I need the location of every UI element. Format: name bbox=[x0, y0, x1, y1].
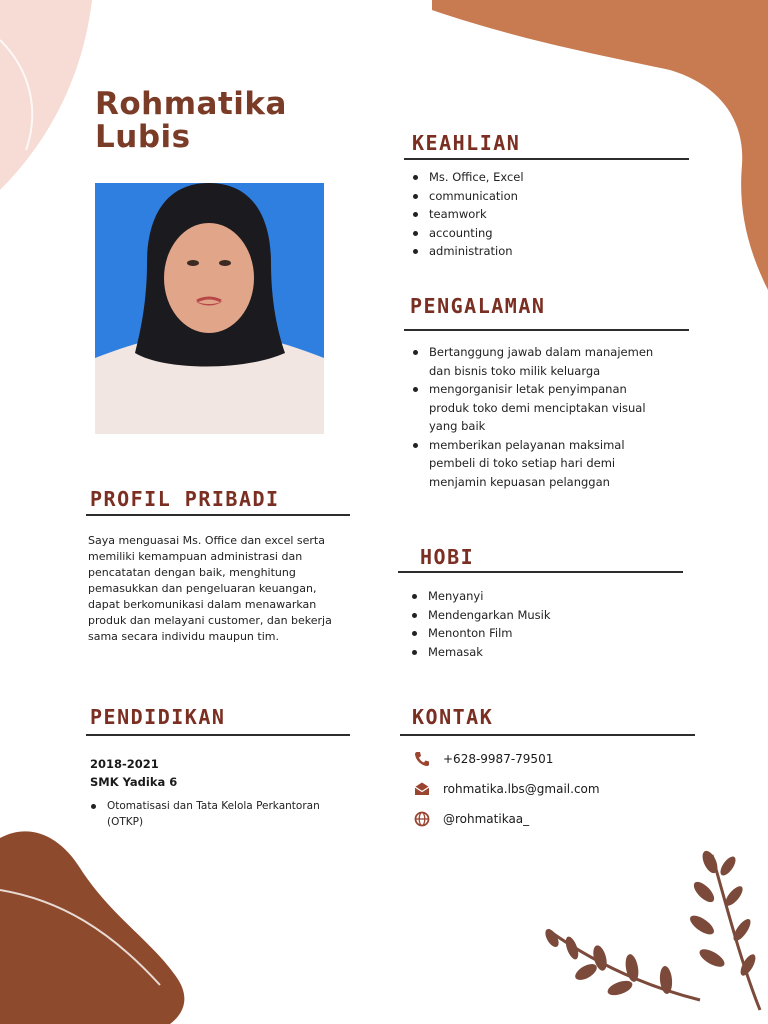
list-item: Ms. Office, Excel bbox=[410, 168, 670, 187]
phone-number: +628-9987-79501 bbox=[443, 752, 554, 766]
list-item: Otomatisasi dan Tata Kelola Perkantoran (OTKP) bbox=[88, 798, 356, 830]
globe-icon bbox=[413, 810, 431, 828]
profil-divider bbox=[86, 514, 350, 516]
top-left-pink-blob bbox=[0, 0, 92, 190]
experience-list bbox=[410, 343, 655, 491]
mail-icon bbox=[413, 780, 431, 798]
contact-phone[interactable] bbox=[413, 748, 553, 770]
leaf-sprig-right bbox=[687, 849, 760, 1010]
pengalaman-divider bbox=[404, 329, 689, 331]
keahlian-divider bbox=[404, 158, 689, 160]
leaf-sprig-left bbox=[543, 927, 700, 1000]
list-item: Memasak bbox=[409, 643, 649, 662]
list-item: mengorganisir letak penyimpanan produk toko demi menciptakan visual yang baik bbox=[410, 380, 655, 436]
list-item: Menonton Film bbox=[409, 624, 649, 643]
list-item: administration bbox=[410, 242, 670, 261]
list-item: Mendengarkan Musik bbox=[409, 606, 649, 625]
last-name: Lubis bbox=[95, 119, 191, 155]
email-address: rohmatika.lbs@gmail.com bbox=[443, 782, 600, 796]
list-item: Bertanggung jawab dalam manajemen dan bisnis toko milik keluarga bbox=[410, 343, 655, 380]
pengalaman-heading: PENGALAMAN bbox=[410, 294, 546, 318]
list-item: teamwork bbox=[410, 205, 670, 224]
pendidikan-divider bbox=[86, 734, 350, 736]
list-item: memberikan pelayanan maksimal pembeli di toko setiap hari demi menjamin kepuasan pelanggan bbox=[410, 436, 655, 492]
first-name: Rohmatika bbox=[95, 86, 287, 122]
bottom-left-brown-blob bbox=[0, 831, 184, 1024]
profil-heading: PROFIL PRIBADI bbox=[90, 487, 280, 511]
profile-photo bbox=[95, 183, 324, 434]
hobi-divider bbox=[398, 571, 683, 573]
list-item: Menyanyi bbox=[409, 587, 649, 606]
kontak-heading: KONTAK bbox=[412, 705, 494, 729]
contact-social[interactable] bbox=[413, 808, 529, 830]
contact-email[interactable] bbox=[413, 778, 600, 800]
phone-icon bbox=[413, 750, 431, 768]
list-item: communication bbox=[410, 187, 670, 206]
hobi-heading: HOBI bbox=[420, 545, 475, 569]
education-school: SMK Yadika 6 bbox=[90, 775, 178, 789]
keahlian-heading: KEAHLIAN bbox=[412, 131, 521, 155]
pendidikan-heading: PENDIDIKAN bbox=[90, 705, 226, 729]
education-list bbox=[88, 798, 356, 830]
education-years: 2018-2021 bbox=[90, 757, 159, 771]
profile-summary: Saya menguasai Ms. Office dan excel serta memiliki kemampuan administrasi dan pencatatan dengan baik, menghitung pemasukkan dan pengeluaran keuangan, dapat berkomunikasi dalam menawarkan produk dan melayani customer, dan bekerja sama secara individu maupun tim. bbox=[88, 534, 332, 643]
kontak-divider bbox=[400, 734, 695, 736]
candidate-name bbox=[95, 88, 287, 154]
list-item: accounting bbox=[410, 224, 670, 243]
social-handle: @rohmatikaa_ bbox=[443, 812, 530, 826]
hobby-list bbox=[409, 587, 649, 661]
skills-list bbox=[410, 168, 670, 261]
